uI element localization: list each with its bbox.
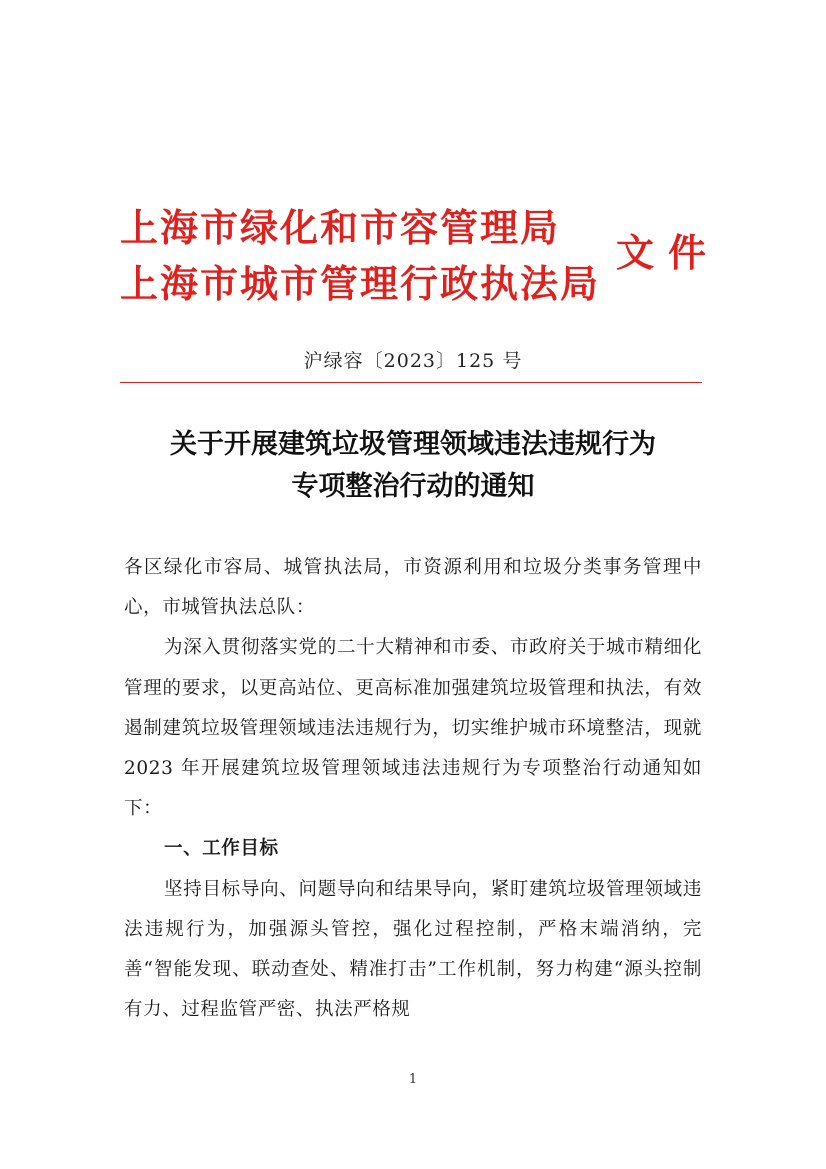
issuer-line-2: 上海市城市管理行政执法局 [120,262,601,306]
red-divider [120,382,702,383]
section-heading-1: 一、工作目标 [164,838,279,860]
document-body [124,548,702,1030]
page-number: 1 [408,1072,418,1087]
issuing-authorities [120,200,600,312]
addressees: 各区绿化市容局、城管执法局，市资源利用和垃圾分类事务管理中心，市城管执法总队： [124,557,702,619]
title-line-1: 关于开展建筑垃圾管理领域违法违规行为 [170,429,656,460]
issuer-line-1: 上海市绿化和市容管理局 [120,206,561,250]
section-1-paragraph: 坚持目标导向、问题导向和结果导向，紧盯建筑垃圾管理领域违法违规行为，加强源头管控，强化过程控制，严格末端消纳，完善“智能发现、联动查处、精准打击”工作机制，努力构建“源头控制有力、过程监管严密、执法严格规 [124,878,702,1021]
document-title [0,424,826,508]
document-type: 文件 [616,231,721,275]
title-line-2: 专项整治行动的通知 [291,471,535,502]
intro-paragraph: 为深入贯彻落实党的二十大精神和市委、市政府关于城市精细化管理的要求，以更高站位、更高标准加强建筑垃圾管理和执法，有效遏制建筑垃圾管理领域违法违规行为，切实维护城市环境整洁，现就 2023 年开展建筑垃圾管理领域违法违规行为专项整治行动通知如下： [124,637,702,820]
document-number: 沪绿容〔2023〕125 号 [303,350,523,372]
